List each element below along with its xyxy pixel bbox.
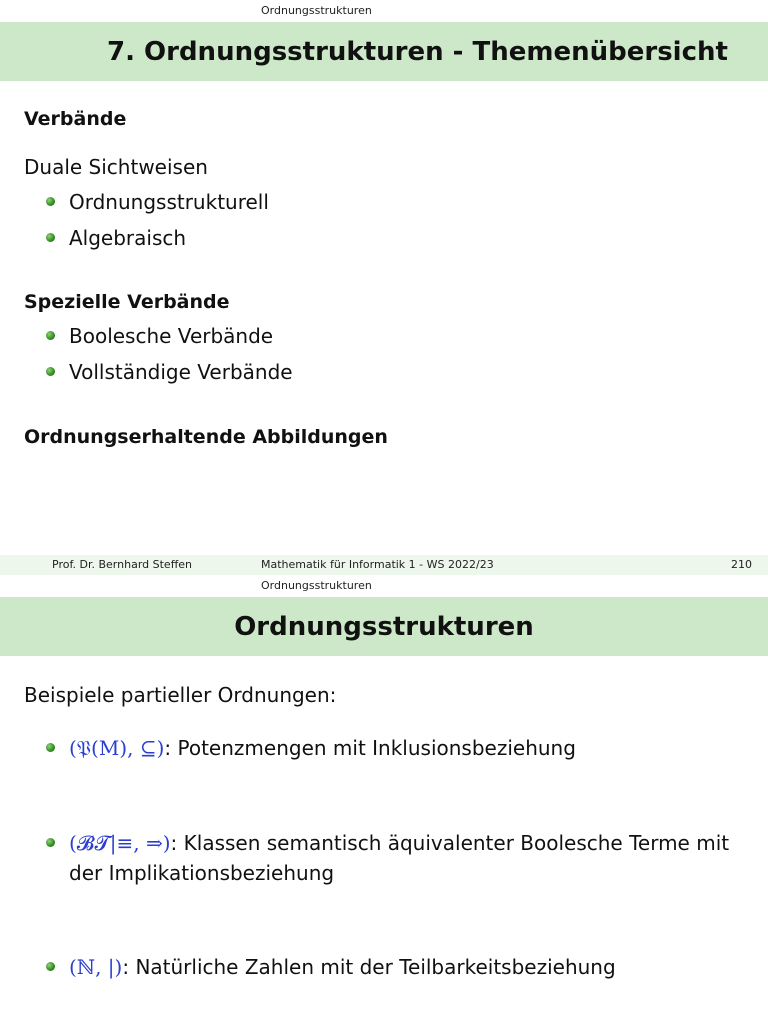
list-item-continuation: der Implikationsbeziehung	[69, 861, 335, 885]
section-heading-verbaende: Verbände	[24, 108, 127, 130]
bullet-icon	[46, 743, 55, 752]
bullet-icon	[46, 233, 55, 242]
math-expression: (𝔓(M), ⊆)	[69, 736, 165, 760]
list-item: Vollständige Verbände	[46, 360, 293, 384]
bullet-icon	[46, 331, 55, 340]
section-name: Ordnungsstrukturen	[261, 4, 372, 17]
intro-text: Beispiele partieller Ordnungen:	[24, 683, 337, 707]
slide-title: 7. Ordnungsstrukturen - Themenübersicht	[107, 37, 728, 67]
bullet-icon	[46, 838, 55, 847]
math-expression: (ℕ, |)	[69, 955, 123, 979]
list-item: (𝔓(M), ⊆): Potenzmengen mit Inklusionsbeziehung	[46, 736, 576, 760]
list-item: Ordnungsstrukturell	[46, 190, 269, 214]
bullet-icon	[46, 367, 55, 376]
intro-text: Duale Sichtweisen	[24, 155, 208, 179]
list-item: Boolesche Verbände	[46, 324, 273, 348]
slide-title: Ordnungsstrukturen	[234, 612, 534, 642]
title-bar	[0, 22, 768, 81]
section-heading-abbildungen: Ordnungserhaltende Abbildungen	[24, 426, 388, 448]
slide-header	[0, 0, 768, 22]
slide-211	[0, 575, 768, 1024]
bullet-icon	[46, 962, 55, 971]
slide-header	[0, 575, 768, 597]
footer-course: Mathematik für Informatik 1 - WS 2022/23	[261, 558, 494, 571]
section-name: Ordnungsstrukturen	[261, 579, 372, 592]
section-heading-spezielle-verbaende: Spezielle Verbände	[24, 291, 230, 313]
page-number: 210	[731, 558, 752, 571]
list-item: Algebraisch	[46, 226, 186, 250]
bullet-icon	[46, 197, 55, 206]
slide-footer	[0, 555, 768, 575]
title-bar	[0, 597, 768, 656]
math-expression: (𝓑𝓣|≡, ⇒)	[69, 831, 171, 855]
list-item: (ℕ, |): Natürliche Zahlen mit der Teilbarkeitsbeziehung	[46, 955, 616, 979]
list-item: (𝓑𝓣|≡, ⇒): Klassen semantisch äquivalenter Boolesche Terme mit	[46, 831, 729, 855]
footer-author: Prof. Dr. Bernhard Steffen	[52, 558, 193, 571]
